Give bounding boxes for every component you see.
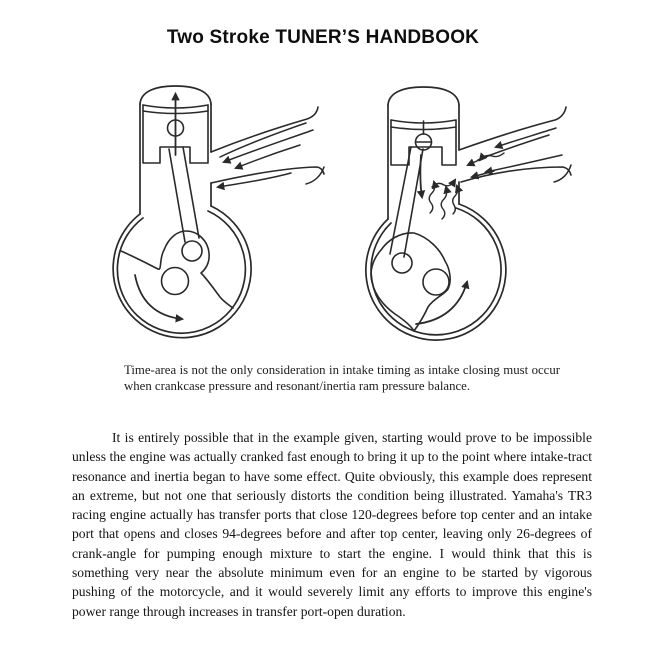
- pressure-wave-squiggles: [429, 153, 504, 219]
- connecting-rod: [169, 147, 199, 242]
- piston: [391, 120, 456, 165]
- connecting-rod: [390, 147, 423, 257]
- main-journal: [423, 269, 449, 295]
- main-journal: [162, 268, 189, 295]
- engine-diagram-intake-open-icon: [110, 83, 325, 345]
- body-paragraph: It is entirely possible that in the example given, starting would prove to be impossible unless the engine was actually cranked fast enough to bring it up to the point where intake-tract resonance and inertia began to have some effect. Quite obviously, this example does represent an extreme, but not one that seriously distorts the condition being illustrated. Yamaha's TR3 racing engine actually has transfer ports that close 120-degrees before top center and an intake port that opens and closes 94-degrees before and after top center, leaving only 26-degrees of crank-angle for pumping enough mixture to start the engine. I would think that this is something very near the absolute minimum even for an engine to be started by vigorous pushing of the motorcycle, and it would severely limit any efforts to improve this engine's power range through increases in transfer port-open duration.: [72, 430, 592, 619]
- page-title: Two Stroke TUNER’S HANDBOOK: [166, 27, 480, 48]
- figure-caption: Time-area is not the only consideration in intake timing as intake closing must occur when crankcase pressure and resonant/inertia ram pressure balance.: [124, 363, 560, 394]
- intake-tract: [211, 107, 324, 183]
- crank-web: [121, 231, 233, 308]
- crankpin: [392, 253, 412, 273]
- engine-diagram-intake-closing-icon: [344, 83, 573, 345]
- rotation-arrow: [135, 275, 182, 319]
- intake-tract: [459, 107, 571, 182]
- rotation-arrow: [416, 282, 467, 324]
- crankpin: [182, 241, 202, 261]
- cylinder: [388, 87, 459, 219]
- intake-flow-arrows: [468, 128, 571, 182]
- cylinder-head-dome: [388, 87, 459, 105]
